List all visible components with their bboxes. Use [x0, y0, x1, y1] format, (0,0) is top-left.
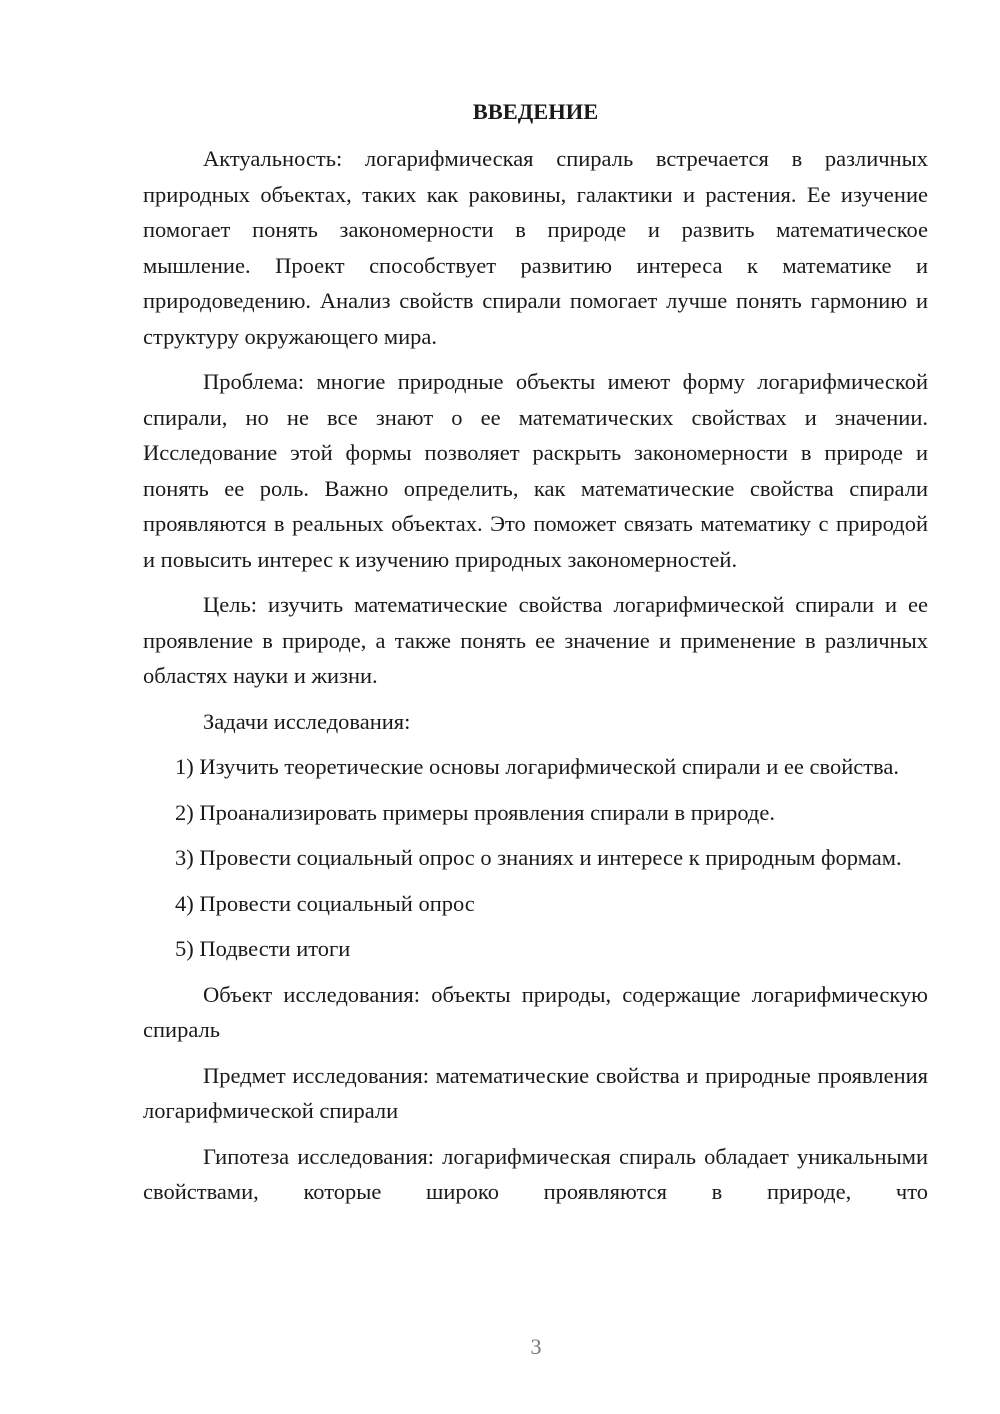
document-page — [143, 94, 928, 1220]
page-number: 3 — [530, 1334, 542, 1359]
task-item-5: 5) Подвести итоги — [175, 936, 351, 961]
tasks-heading: Задачи исследования: — [203, 708, 411, 734]
task-item-3: 3) Провести социальный опрос о знаниях и интересе к природным формам. — [175, 845, 902, 870]
object-paragraph: Объект исследования: объекты природы, содержащие логарифмическую спираль — [143, 981, 928, 1042]
section-title: ВВЕДЕНИЕ — [472, 99, 599, 124]
relevance-paragraph: Актуальность: логарифмическая спираль встречается в различных природных объектах, таких как раковины, галактики и растения. Ее изучение помогает понять закономерности в природе и развить математическое мышление. Проект способствует развитию интереса к математике и природоведению. Анализ свойств спирали помогает лучше понять гармонию и структуру окружающего мира. — [143, 146, 928, 349]
task-item-4: 4) Провести социальный опрос — [175, 890, 475, 916]
task-item-2: 2) Проанализировать примеры проявления спирали в природе. — [175, 799, 775, 825]
hypothesis-paragraph: Гипотеза исследования: логарифмическая спираль обладает уникальными свойствами, которые широко проявляются в природе, что — [143, 1143, 928, 1204]
task-item-1: 1) Изучить теоретические основы логарифмической спирали и ее свойства. — [175, 754, 899, 779]
subject-paragraph: Предмет исследования: математические свойства и природные проявления логарифмической спирали — [143, 1062, 928, 1123]
problem-paragraph: Проблема: многие природные объекты имеют форму логарифмической спирали, но не все знают о ее математических свойствах и значении. Исследование этой формы позволяет раскрыть закономерности в природе и понять ее роль. Важно определить, как математические свойства спирали проявляются в реальных объектах. Это поможет связать математику с природой и повысить интерес к изучению природных закономерностей. — [143, 369, 928, 572]
goal-paragraph: Цель: изучить математические свойства логарифмической спирали и ее проявление в природе, а также понять ее значение и применение в различных областях науки и жизни. — [143, 592, 928, 688]
